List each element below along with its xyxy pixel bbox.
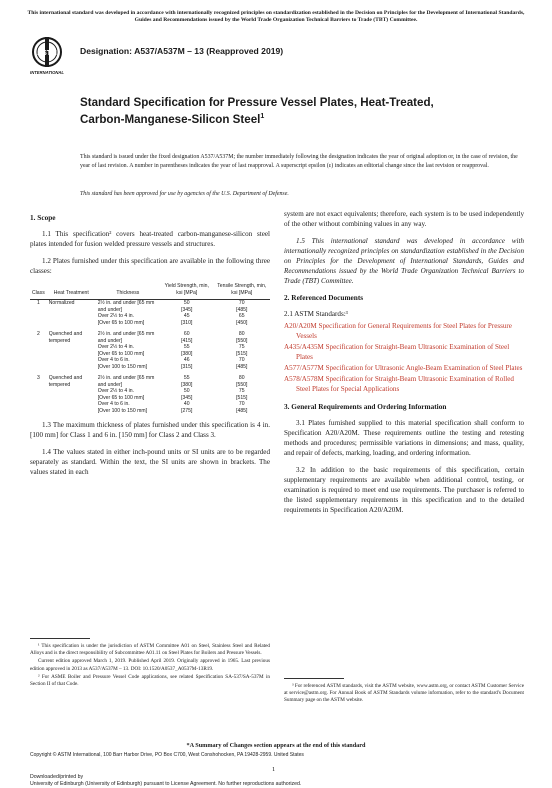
cell-tensile: 80 [550] (236, 331, 248, 344)
footnote-rule-left (30, 638, 90, 639)
reference-item[interactable] (284, 374, 524, 394)
cell-heat-treatment: Normalized (48, 300, 75, 306)
scope-p4: 1.4 The values stated in either inch-pound units or SI units are to be regarded separately as standard. Within the text, the SI units are shown in brackets. The values stated in each (30, 448, 270, 476)
summary-of-changes-note: *A Summary of Changes section appears at the end of this standard (186, 742, 366, 749)
general-p2: 3.2 In addition to the basic requirements of this specification, certain supplementary requirements are available when additional control, testing, or examination is required to meet end use requirements. The purchaser is referred to the listed supplementary requirements in this specification and to the detailed requirements in Specification A20/A20M. (284, 466, 524, 514)
general-requirements-heading: 3. General Requirements and Ordering Information (284, 402, 447, 411)
scope-p3: 1.3 The maximum thickness of plates furnished under this specification is 4 in. [100 mm] for Class 1 and 6 in. [150 mm] for Class 2 and Class 3. (30, 421, 270, 439)
cell-class (30, 344, 47, 370)
reference-code-link[interactable]: A20/A20M (284, 322, 317, 330)
reference-title[interactable]: Specification for Ultrasonic Angle-Beam Examination of Steel Plates (325, 364, 523, 372)
footnotes-left (30, 643, 270, 689)
referenced-documents-heading: 2. Referenced Documents (284, 293, 364, 302)
reference-title[interactable]: Specification for Straight-Beam Ultrasonic Examination of Rolled Steel Plates for Special Applications (296, 375, 514, 393)
right-column (284, 209, 524, 522)
cell-yield: 55 [380] (181, 375, 193, 388)
cell-thickness: 2½ in. and under [65 mm and under] (97, 375, 155, 388)
reference-title[interactable]: Specification for General Requirements for Steel Plates for Pressure Vessels (296, 322, 512, 340)
designation-note: This standard is issued under the fixed designation A537/A537M; the number immediately following the designation indicates the year of original adoption or, in the case of revision, the year of last revision. A number in parentheses indicates the year of last reapproval. A superscript epsilon (ε) indicates an editorial change since the last revision or reapproval. (80, 154, 518, 169)
cell-class: 3 (36, 375, 40, 381)
footnote-1: ¹ This specification is under the jurisdiction of ASTM Committee A01 on Steel, Stainless Steel and Related Alloys and is the direct responsibility of Subcommittee A01.11 on Steel Plates for Boilers and Pressure Vessels. (30, 643, 270, 657)
scope-p4-continued: system are not exact equivalents; therefore, each system is to be used independently of the other without combining values in any way. (284, 210, 524, 228)
table-row (30, 313, 270, 326)
classes-table-body (30, 300, 270, 415)
tbt-notice: This international standard was developed in accordance with internationally recognized principles on standardization established in the Decision on Principles for the Development of International Standards, Guides and Recommendations issued by the World Trade Organization Technical Barriers to Trade (TBT) Committee. (27, 10, 525, 23)
cell-thickness: Over 2½ to 4 in. [Over 65 to 100 mm] Over 4 to 6 in. [Over 100 to 150 mm] (97, 344, 147, 370)
th-heat-treatment: Heat Treatment (47, 283, 96, 300)
title-footnote-mark: 1 (260, 112, 265, 120)
table-row (30, 344, 270, 370)
copyright-line: Copyright © ASTM International, 100 Barr Harbor Drive, PO Box C700, West Conshohocken, PA 19428-2959. United States (30, 752, 304, 758)
download-notice (30, 774, 301, 788)
left-column (30, 209, 270, 484)
cell-class (30, 313, 47, 326)
footnote-rule-right (284, 678, 344, 679)
reference-code-link[interactable]: A578/A578M (284, 375, 324, 383)
footnote-1-edition: Current edition approved March 1, 2019. Published April 2019. Originally approved in 1965. Last previous edition approved in 2013 as A537/A537M – 13. DOI: 10.1520/A0537_A0537M-13R19. (30, 658, 270, 672)
cell-heat-treatment (47, 344, 96, 370)
cell-tensile: 70 [485] (236, 300, 248, 313)
cell-tensile: 65 [450] (236, 313, 248, 326)
cell-tensile: 75 [515] 70 [485] (236, 388, 248, 414)
reference-item[interactable] (284, 363, 524, 373)
table-row (30, 300, 270, 314)
downloaded-by: Downloaded/printed by (30, 774, 84, 780)
cell-heat-treatment (47, 388, 96, 414)
scope-p5: 1.5 This international standard was developed in accordance with internationally recognized principles on standardization established in the Decision on Principles for the Development of International Standards, Guides and Recommendations issued by the World Trade Organization Technical Barriers to Trade (TBT) Committee. (284, 237, 524, 285)
footnote-2: ² For ASME Boiler and Pressure Vessel Code applications, see related Specification SA-537/SA-537M in Section II of that Code. (30, 673, 270, 688)
cell-thickness: Over 2½ to 4 in. [Over 65 to 100 mm] Over 4 to 6 in. [Over 100 to 150 mm] (97, 388, 147, 414)
cell-thickness: 2½ in. and under [65 mm and under] (97, 331, 155, 344)
document-title (80, 96, 440, 126)
cell-thickness: 2½ in. and under [65 mm and under] (97, 300, 155, 313)
cell-thickness: Over 2½ to 4 in. [Over 65 to 100 mm] (97, 313, 145, 326)
cell-yield: 50 [345] (181, 300, 193, 313)
svg-text:INTERNATIONAL: INTERNATIONAL (30, 70, 64, 75)
designation: Designation: A537/A537M – 13 (Reapproved 2019) (80, 46, 284, 56)
cell-tensile: 75 [515] 70 [485] (236, 344, 248, 370)
reference-item[interactable] (284, 342, 524, 362)
th-tensile: Tensile Strength, min, ksi [MPa] (214, 283, 271, 300)
title-text: Standard Specification for Pressure Vessel Plates, Heat-Treated, Carbon-Manganese-Silicon Steel (80, 96, 434, 126)
referenced-documents (284, 309, 524, 394)
cell-class: 1 (36, 300, 40, 306)
scope-p1: 1.1 This specification² covers heat-treated carbon-manganese-silicon steel plates intended for fusion welded pressure vessels and structures. (30, 230, 270, 248)
reference-code-link[interactable]: A577/A577M (284, 364, 324, 372)
cell-heat-treatment (47, 313, 96, 326)
cell-heat-treatment: Quenched and tempered (48, 331, 83, 344)
footnotes-right (284, 683, 524, 706)
th-thickness: Thickness (96, 283, 160, 300)
table-row (30, 388, 270, 414)
reference-title[interactable]: Specification for Straight-Beam Ultrasonic Examination of Steel Plates (296, 343, 510, 361)
scope-heading: 1. Scope (30, 213, 56, 222)
table-row (30, 370, 270, 388)
general-p1: 3.1 Plates furnished supplied to this material specification shall conform to Specification A20/A20M. These requirements outline the testing and retesting methods and procedures; permissible variations in dimensions; and mass, quality, and repair of defects, marking, loading, and ordering information. (284, 419, 524, 457)
page-number: 1 (272, 766, 276, 773)
cell-class (30, 388, 47, 414)
cell-yield: 50 [345] 40 [275] (181, 388, 193, 414)
cell-tensile: 80 [550] (236, 375, 248, 388)
th-class: Class (30, 283, 47, 300)
cell-class: 2 (36, 331, 40, 337)
cell-heat-treatment: Quenched and tempered (48, 375, 83, 388)
dod-approval-note: This standard has been approved for use by agencies of the U.S. Department of Defense. (80, 191, 289, 197)
footnote-3: ³ For referenced ASTM standards, visit the ASTM website, www.astm.org, or contact ASTM Customer Service at service@astm.org. For Annual Book of ASTM Standards volume information, refer to the standard's Document Summary page on the ASTM website. (284, 683, 524, 704)
license-line: University of Edinburgh (University of Edinburgh) pursuant to License Agreement. No further reproductions authorized. (30, 781, 302, 787)
classes-table (30, 283, 270, 414)
scope-p2: 1.2 Plates furnished under this specification are available in the following three classes: (30, 257, 270, 275)
svg-text:ASTM: ASTM (37, 50, 57, 57)
reference-code-link[interactable]: A435/A435M (284, 343, 324, 351)
th-yield: Yield Strength, min, ksi [MPa] (160, 283, 214, 300)
table-row (30, 326, 270, 344)
cell-yield: 55 [380] 46 [315] (181, 344, 193, 370)
astm-logo (30, 36, 64, 76)
cell-yield: 60 [415] (181, 331, 193, 344)
cell-yield: 45 [310] (181, 313, 193, 326)
astm-standards-label: 2.1 ASTM Standards:³ (284, 310, 348, 318)
reference-item[interactable] (284, 321, 524, 341)
